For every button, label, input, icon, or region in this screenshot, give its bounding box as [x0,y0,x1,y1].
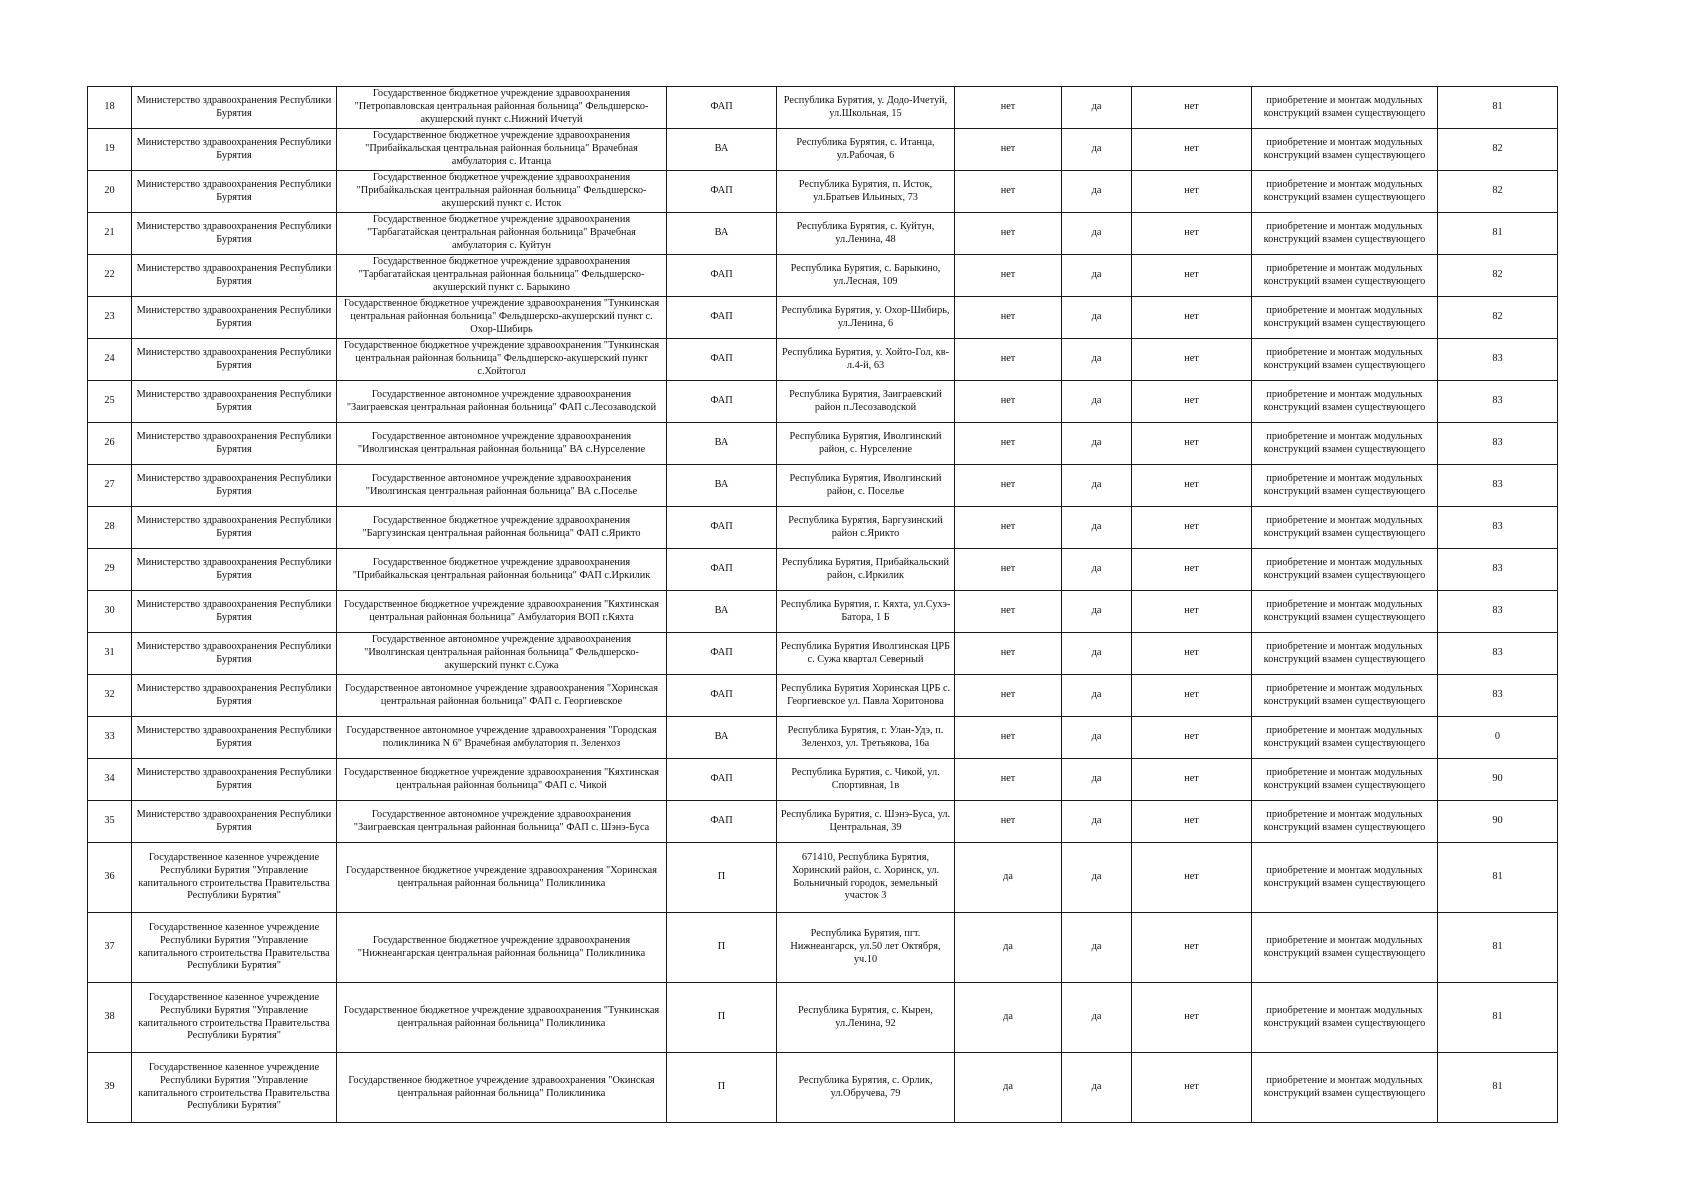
facility-type-cell: ВА [667,213,777,255]
score-cell: 83 [1438,381,1558,423]
table-body [88,87,1558,1123]
customer-cell: Министерство здравоохранения Республики Бурятия [132,339,337,381]
criterion-3-cell: нет [1132,87,1252,129]
table-row [88,1053,1558,1123]
facility-type-cell: ФАП [667,801,777,843]
table-row [88,675,1558,717]
customer-cell: Министерство здравоохранения Республики Бурятия [132,633,337,675]
criterion-1-cell: нет [955,423,1062,465]
score-cell: 82 [1438,255,1558,297]
row-number: 32 [88,675,132,717]
customer-cell: Министерство здравоохранения Республики Бурятия [132,255,337,297]
criterion-2-cell: да [1062,129,1132,171]
table-row [88,591,1558,633]
customer-cell: Министерство здравоохранения Республики Бурятия [132,717,337,759]
row-number: 27 [88,465,132,507]
table-row [88,549,1558,591]
table-row [88,843,1558,913]
work-type-cell: приобретение и монтаж модульных конструкций взамен существующего [1252,423,1438,465]
facility-type-cell: ФАП [667,339,777,381]
score-cell: 81 [1438,843,1558,913]
address-cell: Республика Бурятия Хоринская ЦРБ с. Георгиевское ул. Павла Хоритонова [777,675,955,717]
criterion-2-cell: да [1062,549,1132,591]
criterion-3-cell: нет [1132,381,1252,423]
work-type-cell: приобретение и монтаж модульных конструкций взамен существующего [1252,507,1438,549]
criterion-3-cell: нет [1132,591,1252,633]
facility-type-cell: ВА [667,591,777,633]
table-row [88,255,1558,297]
criterion-3-cell: нет [1132,507,1252,549]
facilities-table [87,86,1558,1123]
criterion-1-cell: нет [955,633,1062,675]
facility-type-cell: ФАП [667,87,777,129]
facility-type-cell: П [667,1053,777,1123]
score-cell: 83 [1438,339,1558,381]
facility-type-cell: ФАП [667,549,777,591]
row-number: 19 [88,129,132,171]
criterion-1-cell: нет [955,675,1062,717]
criterion-2-cell: да [1062,507,1132,549]
facility-cell: Государственное бюджетное учреждение здравоохранения "Петропавловская центральная районная больница" Фельдшерско-акушерский пункт с.Нижний Ичетуй [337,87,667,129]
facility-type-cell: ВА [667,465,777,507]
customer-cell: Государственное казенное учреждение Республики Бурятия "Управление капитального строительства Правительства Республики Бурятия" [132,983,337,1053]
customer-cell: Министерство здравоохранения Республики Бурятия [132,675,337,717]
address-cell: Республика Бурятия, Баргузинский район с.Ярикто [777,507,955,549]
address-cell: Республика Бурятия, г. Улан-Удэ, п. Зеленхоз, ул. Третьякова, 16а [777,717,955,759]
work-type-cell: приобретение и монтаж модульных конструкций взамен существующего [1252,675,1438,717]
table-row [88,297,1558,339]
facility-type-cell: ФАП [667,507,777,549]
customer-cell: Министерство здравоохранения Республики Бурятия [132,801,337,843]
work-type-cell: приобретение и монтаж модульных конструкций взамен существующего [1252,759,1438,801]
score-cell: 0 [1438,717,1558,759]
score-cell: 81 [1438,1053,1558,1123]
address-cell: Республика Бурятия, Иволгинский район, с. Нурселение [777,423,955,465]
score-cell: 83 [1438,633,1558,675]
work-type-cell: приобретение и монтаж модульных конструкций взамен существующего [1252,171,1438,213]
work-type-cell: приобретение и монтаж модульных конструкций взамен существующего [1252,465,1438,507]
customer-cell: Государственное казенное учреждение Республики Бурятия "Управление капитального строительства Правительства Республики Бурятия" [132,913,337,983]
facility-cell: Государственное бюджетное учреждение здравоохранения "Тункинская центральная районная больница" Поликлиника [337,983,667,1053]
address-cell: Республика Бурятия, с. Чикой, ул. Спортивная, 1в [777,759,955,801]
criterion-2-cell: да [1062,87,1132,129]
facility-type-cell: ФАП [667,255,777,297]
table-row [88,507,1558,549]
facility-cell: Государственное бюджетное учреждение здравоохранения "Тункинская центральная районная больница" Фельдшерско-акушерский пункт с. Охор-Шибирь [337,297,667,339]
criterion-2-cell: да [1062,913,1132,983]
score-cell: 83 [1438,423,1558,465]
criterion-2-cell: да [1062,381,1132,423]
work-type-cell: приобретение и монтаж модульных конструкций взамен существующего [1252,129,1438,171]
criterion-1-cell: да [955,1053,1062,1123]
facility-type-cell: П [667,843,777,913]
table-row [88,913,1558,983]
customer-cell: Министерство здравоохранения Республики Бурятия [132,129,337,171]
facility-type-cell: ВА [667,423,777,465]
criterion-2-cell: да [1062,297,1132,339]
facility-cell: Государственное бюджетное учреждение здравоохранения "Кяхтинская центральная районная больница" Амбулатория ВОП г.Кяхта [337,591,667,633]
facility-type-cell: ФАП [667,171,777,213]
table-row [88,759,1558,801]
facility-type-cell: ВА [667,129,777,171]
address-cell: Республика Бурятия, с. Орлик, ул.Обручева, 79 [777,1053,955,1123]
address-cell: Республика Бурятия, с. Куйтун, ул.Ленина, 48 [777,213,955,255]
customer-cell: Министерство здравоохранения Республики Бурятия [132,87,337,129]
criterion-1-cell: нет [955,171,1062,213]
table-row [88,465,1558,507]
address-cell: Республика Бурятия, с. Барыкино, ул.Лесная, 109 [777,255,955,297]
criterion-3-cell: нет [1132,297,1252,339]
facility-type-cell: ФАП [667,381,777,423]
score-cell: 83 [1438,549,1558,591]
facility-type-cell: ФАП [667,297,777,339]
criterion-2-cell: да [1062,339,1132,381]
address-cell: Республика Бурятия, у. Охор-Шибирь, ул.Ленина, 6 [777,297,955,339]
work-type-cell: приобретение и монтаж модульных конструкций взамен существующего [1252,549,1438,591]
customer-cell: Министерство здравоохранения Республики Бурятия [132,591,337,633]
work-type-cell: приобретение и монтаж модульных конструкций взамен существующего [1252,339,1438,381]
table-row [88,87,1558,129]
criterion-3-cell: нет [1132,255,1252,297]
criterion-2-cell: да [1062,717,1132,759]
facility-type-cell: П [667,913,777,983]
customer-cell: Министерство здравоохранения Республики Бурятия [132,171,337,213]
criterion-3-cell: нет [1132,801,1252,843]
score-cell: 90 [1438,801,1558,843]
work-type-cell: приобретение и монтаж модульных конструкций взамен существующего [1252,297,1438,339]
facility-cell: Государственное автономное учреждение здравоохранения "Заиграевская центральная районная больница" ФАП с. Шэнэ-Буса [337,801,667,843]
criterion-1-cell: нет [955,591,1062,633]
row-number: 38 [88,983,132,1053]
criterion-1-cell: нет [955,717,1062,759]
criterion-1-cell: нет [955,759,1062,801]
criterion-2-cell: да [1062,255,1132,297]
facility-type-cell: ФАП [667,759,777,801]
address-cell: Республика Бурятия, Иволгинский район, с. Поселье [777,465,955,507]
criterion-3-cell: нет [1132,213,1252,255]
criterion-2-cell: да [1062,591,1132,633]
row-number: 33 [88,717,132,759]
facility-cell: Государственное бюджетное учреждение здравоохранения "Нижнеангарская центральная районная больница" Поликлиника [337,913,667,983]
score-cell: 81 [1438,87,1558,129]
row-number: 23 [88,297,132,339]
criterion-1-cell: нет [955,87,1062,129]
customer-cell: Министерство здравоохранения Республики Бурятия [132,465,337,507]
facility-cell: Государственное автономное учреждение здравоохранения "Заиграевская центральная районная больница" ФАП с.Лесозаводской [337,381,667,423]
facility-cell: Государственное бюджетное учреждение здравоохранения "Прибайкальская центральная районная больница" Фельдшерско-акушерский пункт с. Исток [337,171,667,213]
facility-cell: Государственное бюджетное учреждение здравоохранения "Кяхтинская центральная районная больница" ФАП с. Чикой [337,759,667,801]
customer-cell: Министерство здравоохранения Республики Бурятия [132,759,337,801]
row-number: 30 [88,591,132,633]
criterion-1-cell: нет [955,213,1062,255]
work-type-cell: приобретение и монтаж модульных конструкций взамен существующего [1252,801,1438,843]
criterion-2-cell: да [1062,1053,1132,1123]
customer-cell: Министерство здравоохранения Республики Бурятия [132,423,337,465]
facility-type-cell: ВА [667,717,777,759]
facility-cell: Государственное бюджетное учреждение здравоохранения "Тункинская центральная районная больница" Фельдшерско-акушерский пункт с.Хойтогол [337,339,667,381]
work-type-cell: приобретение и монтаж модульных конструкций взамен существующего [1252,381,1438,423]
facility-cell: Государственное автономное учреждение здравоохранения "Городская поликлиника N 6" Врачебная амбулатория п. Зеленхоз [337,717,667,759]
facility-cell: Государственное бюджетное учреждение здравоохранения "Тарбагатайская центральная районная больница" Врачебная амбулатория с. Куйтун [337,213,667,255]
criterion-3-cell: нет [1132,1053,1252,1123]
address-cell: Республика Бурятия, с. Кырен, ул.Ленина, 92 [777,983,955,1053]
address-cell: Республика Бурятия, п. Исток, ул.Братьев Ильиных, 73 [777,171,955,213]
work-type-cell: приобретение и монтаж модульных конструкций взамен существующего [1252,843,1438,913]
customer-cell: Министерство здравоохранения Республики Бурятия [132,549,337,591]
customer-cell: Государственное казенное учреждение Республики Бурятия "Управление капитального строительства Правительства Республики Бурятия" [132,843,337,913]
facility-cell: Государственное бюджетное учреждение здравоохранения "Прибайкальская центральная районная больница" Врачебная амбулатория с. Итанца [337,129,667,171]
table-row [88,381,1558,423]
score-cell: 81 [1438,213,1558,255]
address-cell: Республика Бурятия, Заиграевский район п.Лесозаводской [777,381,955,423]
facility-cell: Государственное автономное учреждение здравоохранения "Иволгинская центральная районная больница" ВА с.Нурселение [337,423,667,465]
customer-cell: Министерство здравоохранения Республики Бурятия [132,381,337,423]
work-type-cell: приобретение и монтаж модульных конструкций взамен существующего [1252,913,1438,983]
score-cell: 83 [1438,465,1558,507]
customer-cell: Государственное казенное учреждение Республики Бурятия "Управление капитального строительства Правительства Республики Бурятия" [132,1053,337,1123]
row-number: 18 [88,87,132,129]
row-number: 21 [88,213,132,255]
table-row [88,801,1558,843]
address-cell: Республика Бурятия, Прибайкальский район, с.Иркилик [777,549,955,591]
customer-cell: Министерство здравоохранения Республики Бурятия [132,507,337,549]
criterion-3-cell: нет [1132,983,1252,1053]
table-row [88,129,1558,171]
work-type-cell: приобретение и монтаж модульных конструкций взамен существующего [1252,1053,1438,1123]
score-cell: 90 [1438,759,1558,801]
row-number: 39 [88,1053,132,1123]
address-cell: 671410, Республика Бурятия, Хоринский район, с. Хоринск, ул. Больничный городок, земельный участок 3 [777,843,955,913]
facility-cell: Государственное автономное учреждение здравоохранения "Хоринская центральная районная больница" ФАП с. Георгиевское [337,675,667,717]
criterion-3-cell: нет [1132,913,1252,983]
criterion-1-cell: нет [955,507,1062,549]
work-type-cell: приобретение и монтаж модульных конструкций взамен существующего [1252,717,1438,759]
facility-cell: Государственное бюджетное учреждение здравоохранения "Хоринская центральная районная больница" Поликлиника [337,843,667,913]
criterion-1-cell: нет [955,339,1062,381]
work-type-cell: приобретение и монтаж модульных конструкций взамен существующего [1252,983,1438,1053]
table-row [88,213,1558,255]
table-row [88,171,1558,213]
criterion-1-cell: нет [955,255,1062,297]
table-row [88,423,1558,465]
criterion-3-cell: нет [1132,843,1252,913]
criterion-3-cell: нет [1132,129,1252,171]
table-row [88,983,1558,1053]
table-row [88,717,1558,759]
criterion-1-cell: да [955,843,1062,913]
criterion-3-cell: нет [1132,633,1252,675]
address-cell: Республика Бурятия Иволгинская ЦРБ с. Сужа квартал Северный [777,633,955,675]
facility-cell: Государственное бюджетное учреждение здравоохранения "Прибайкальская центральная районная больница" ФАП с.Иркилик [337,549,667,591]
facility-cell: Государственное бюджетное учреждение здравоохранения "Окинская центральная районная больница" Поликлиника [337,1053,667,1123]
row-number: 28 [88,507,132,549]
facility-type-cell: П [667,983,777,1053]
customer-cell: Министерство здравоохранения Республики Бурятия [132,213,337,255]
criterion-2-cell: да [1062,801,1132,843]
criterion-2-cell: да [1062,759,1132,801]
criterion-3-cell: нет [1132,717,1252,759]
facility-cell: Государственное автономное учреждение здравоохранения "Иволгинская центральная районная больница" ВА с.Поселье [337,465,667,507]
criterion-3-cell: нет [1132,549,1252,591]
facility-cell: Государственное бюджетное учреждение здравоохранения "Баргузинская центральная районная больница" ФАП с.Ярикто [337,507,667,549]
criterion-3-cell: нет [1132,675,1252,717]
criterion-1-cell: нет [955,297,1062,339]
criterion-1-cell: нет [955,801,1062,843]
work-type-cell: приобретение и монтаж модульных конструкций взамен существующего [1252,591,1438,633]
work-type-cell: приобретение и монтаж модульных конструкций взамен существующего [1252,633,1438,675]
score-cell: 83 [1438,507,1558,549]
criterion-2-cell: да [1062,633,1132,675]
row-number: 29 [88,549,132,591]
criterion-2-cell: да [1062,465,1132,507]
score-cell: 82 [1438,129,1558,171]
score-cell: 82 [1438,171,1558,213]
row-number: 37 [88,913,132,983]
row-number: 26 [88,423,132,465]
row-number: 35 [88,801,132,843]
address-cell: Республика Бурятия, у. Додо-Ичетуй, ул.Школьная, 15 [777,87,955,129]
criterion-3-cell: нет [1132,171,1252,213]
facility-type-cell: ФАП [667,675,777,717]
row-number: 20 [88,171,132,213]
facility-type-cell: ФАП [667,633,777,675]
criterion-3-cell: нет [1132,339,1252,381]
criterion-3-cell: нет [1132,465,1252,507]
table-row [88,339,1558,381]
score-cell: 81 [1438,913,1558,983]
facility-cell: Государственное бюджетное учреждение здравоохранения "Тарбагатайская центральная районная больница" Фельдшерско-акушерский пункт с. Барыкино [337,255,667,297]
criterion-2-cell: да [1062,213,1132,255]
address-cell: Республика Бурятия, пгт. Нижнеангарск, ул.50 лет Октября, уч.10 [777,913,955,983]
table-row [88,633,1558,675]
customer-cell: Министерство здравоохранения Республики Бурятия [132,297,337,339]
criterion-1-cell: нет [955,549,1062,591]
criterion-2-cell: да [1062,423,1132,465]
work-type-cell: приобретение и монтаж модульных конструкций взамен существующего [1252,87,1438,129]
address-cell: Республика Бурятия, с. Шэнэ-Буса, ул. Центральная, 39 [777,801,955,843]
facility-cell: Государственное автономное учреждение здравоохранения "Иволгинская центральная районная больница" Фельдшерско-акушерский пункт с.Сужа [337,633,667,675]
criterion-2-cell: да [1062,983,1132,1053]
work-type-cell: приобретение и монтаж модульных конструкций взамен существующего [1252,255,1438,297]
row-number: 34 [88,759,132,801]
address-cell: Республика Бурятия, с. Итанца, ул.Рабочая, 6 [777,129,955,171]
score-cell: 81 [1438,983,1558,1053]
criterion-2-cell: да [1062,171,1132,213]
criterion-1-cell: нет [955,465,1062,507]
row-number: 31 [88,633,132,675]
criterion-1-cell: да [955,913,1062,983]
criterion-2-cell: да [1062,843,1132,913]
criterion-1-cell: да [955,983,1062,1053]
criterion-3-cell: нет [1132,423,1252,465]
criterion-1-cell: нет [955,381,1062,423]
score-cell: 83 [1438,675,1558,717]
score-cell: 82 [1438,297,1558,339]
criterion-2-cell: да [1062,675,1132,717]
row-number: 36 [88,843,132,913]
work-type-cell: приобретение и монтаж модульных конструкций взамен существующего [1252,213,1438,255]
score-cell: 83 [1438,591,1558,633]
criterion-3-cell: нет [1132,759,1252,801]
row-number: 22 [88,255,132,297]
criterion-1-cell: нет [955,129,1062,171]
row-number: 24 [88,339,132,381]
row-number: 25 [88,381,132,423]
address-cell: Республика Бурятия, у. Хойто-Гол, кв-л.4-й, 63 [777,339,955,381]
address-cell: Республика Бурятия, г. Кяхта, ул.Сухэ-Батора, 1 Б [777,591,955,633]
